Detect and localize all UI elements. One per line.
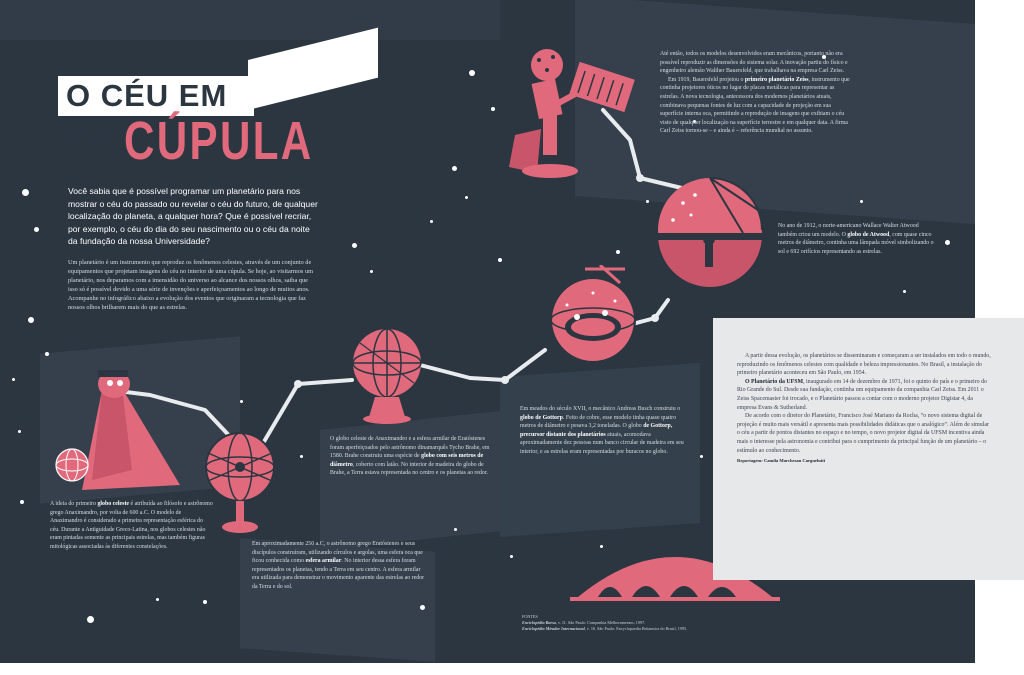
ufsm-p2-post: , inaugurado em 14 de dezembro de 1971, foi o quinto do país e o primeiro do Rio Grande do Sul. Desde sua fundação, continha um equipamento da companhia Carl Zeiss. Em 2011 o Zeiss Spacemaster foi trocado, e o Planetário passou a contar com o moderno projetor Digistar 4, da empresa Evans & Sutherland. [737,378,987,411]
text-atwood [778,222,934,256]
term-gottorp: globo de Gottorp [520,414,563,421]
sources-label: FONTES [522,614,538,619]
ufsm-credit [737,457,992,466]
anaximander-figure [52,360,192,500]
atwood-globe-icon [653,175,768,290]
text-tycho [330,435,498,478]
term-atwood: globo de Atwood [847,231,890,238]
text-zeiss-p2 [660,76,850,136]
term-globo-celeste: globo celeste [97,501,130,507]
text-atwood-pre: No ano de 1912, o norte-americano Wallace Walter Atwood também criou um modelo. O [778,223,919,238]
text-zeiss-p2-pre: Em 1919, Bauersfeld projetou o [668,76,745,83]
text-zeiss-p2-post: , instrumento que continha projetores óticos no lugar de placas metálicas para representar as estrelas. A nova tecnologia, antecessora dos modernos planetários atuais, combinava pequenas fontes de luz com a capacidade de projeção em sua superfície interna oca, permitindo a reprodução de imagens que exibiam o céu visto de qualquer localização na superfície terrestre e em qualquer data. A firma Carl Zeiss tornou-se – e ainda é – referência mundial no assunto. [660,76,850,135]
sources [522,614,722,632]
text-zeiss [660,50,850,136]
text-atwood-post: , com quase cinco metros de diâmetro, continha uma lâmpada móvel simbolizando o sol e 692 orifícios representando as estrelas. [778,231,934,255]
term-esfera-armilar: esfera armilar [305,558,342,565]
term-gottorp-2: de Gottorp, precursor distante dos planetários [520,423,673,438]
term-ufsm: O Planetário da UFSM [745,378,804,385]
term-tycho: globo com seis metros de diâmetro [330,453,484,468]
source-2 [522,626,722,632]
zeiss-projector-icon [495,45,645,185]
text-esfera-armilar-pre: Em aproximadamente 250 a.C, o astrônomo grego Eratóstenes e seus discípulos construíram, utilizando círculos e argolas, uma esfera oca que ficou conhecida como [252,541,423,565]
source-1-rest: , v. 11. São Paulo: Companhia Melhoramentos, 1997. [555,620,646,625]
text-globo-celeste [50,500,214,552]
text-esfera-armilar [252,540,426,592]
text-tycho-pre: O globo celeste de Anaximandro e a esfera armilar de Eratóstenes foram aperfeiçoados pelo astrônomo dinamarquês Tycho Brahe, em 1580. Brahe construiu uma espécie de [330,436,490,460]
text-gottorp-post: atuais, acomodava aproximadamente dez pessoas num banco circular de madeira em seu interior, e as estrelas eram representadas por buracos no globo. [520,431,684,455]
text-globo-celeste-post: é atribuída ao filósofo e astrônomo grego Anaximandro, por volta de 600 a.C. O modelo de Anaximandro é considerado a primeira representação esférica do céu. Durante a Antiguidade Greco-Latina, nos globos celestes não eram pintadas somente as principais estrelas, mas também figuras mitológicas associadas às diferentes constelações. [50,501,213,550]
ufsm-p3: De acordo com o diretor do Planetário, Francisco José Mariano da Rocha, “o novo sistema digital de projeção é muito mais versátil e apresenta mais possibilidades didáticas que o analógico”. Além de simular o céu a partir de pontos distantes no espaço e no tempo, o novo projetor digital da UFSM incentiva ainda mais o interesse pela astronomia e contribui para o cumprimento da principal função de um planetário – o estímulo ao conhecimento. [737,413,989,454]
source-2-title: Enciclopédia Mirador Internacional [522,626,585,631]
text-gottorp-mid: . Feito de cobre, esse modelo tinha quase quatro metros de diâmetro e pesava 3,2 toneladas. O globo [520,414,677,430]
source-2-rest: , v. 16. São Paulo: Encyclopaedia Britannica do Brasil, 1995. [584,626,688,631]
ufsm-text [737,352,992,466]
source-1-title: Enciclopédia Barsa [522,620,556,625]
intro-text: Você sabia que é possível programar um planetário para nos mostrar o céu do passado ou revelar o céu do futuro, de qualquer localização do planeta, a qualquer hora? Que é possível recriar, por exemplo, o céu do dia do seu nascimento ou o céu da noite da fundação da nossa Universidade? [68,186,318,246]
ufsm-p2 [737,378,992,412]
title-line-2: CÚPULA [124,111,314,171]
gottorp-globe-icon [545,265,645,375]
credit-label: Reportagem: [737,458,763,464]
credit-name: Camila Marchesan Cargnelutti [763,458,826,464]
text-zeiss-p1: Até então, todos os modelos desenvolvidos eram mecânicos, portanto não era possível reproduzir as dimensões do sistema solar. A inovação partiu do físico e engenheiro alemão Walther Bauersfeld, que trabalhava na empresa Carl Zeiss. [660,51,848,75]
ufsm-p1: A partir dessa evolução, os planetários se disseminaram e começaram a ser instalados em todo o mundo, reproduzindo os fenômenos celestes com qualidade e beleza impressionantes. No Brasil, a instalação do primeiro planetário aconteceu em São Paulo, em 1954. [737,353,991,377]
title-line-1: O CÉU EM UMA [66,78,228,153]
text-gottorp [520,405,690,457]
text-gottorp-pre: Em meados do século XVII, o mecânico Andreas Busch construiu o [520,406,681,412]
intro-body-text: Um planetário é um instrumento que reproduz os fenômenos celestes, através de um conjunto de equipamentos que projetam imagens do céu no interior de uma cúpula. Se hoje, ao visitarmos um planetário, nos deparamos com a imensidão do universo ao alcance dos nossos olhos, saiba que isso só é possível devido a uma série de invenções e aperfeiçoamentos ao longo de muitos anos. Acompanhe no infográfico abaixo a evolução dos eventos que originaram a tecnologia que faz nossos olhos brilharem mais do que as estrelas. [68,259,313,311]
ufsm-box [713,318,1024,580]
text-globo-celeste-pre: A ideia do primeiro [50,501,98,507]
term-zeiss: primeiro planetário Zeiss [744,76,809,83]
text-tycho-post: , coberto com latão. No interior de madeira do globo de Brahe, a Terra estava representada no centro e os planetas ao redor. [330,461,488,477]
tycho-globe-icon [345,325,430,425]
text-esfera-armilar-post: . No interior dessa esfera foram representados os planetas, tendo a Terra em seu centro. A esfera armilar era utilizada para demonstrar o movimento aparente das estrelas ao redor da Terra e do sol. [252,558,425,590]
